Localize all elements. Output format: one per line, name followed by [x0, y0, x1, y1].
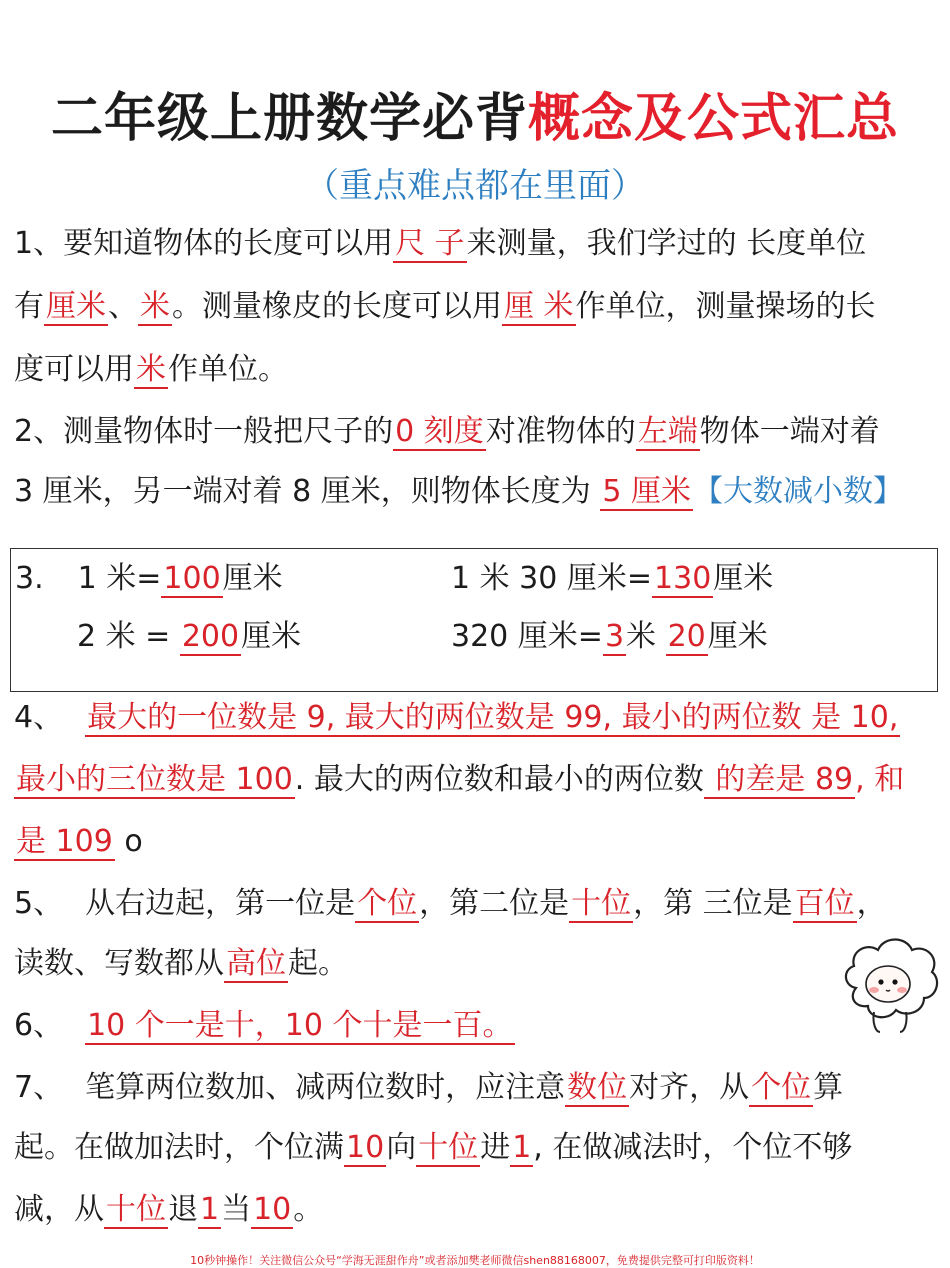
answer: 130 [654, 561, 712, 596]
title-black: 二年级上册数学必背 [50, 89, 528, 149]
answer: 3 [604, 619, 625, 654]
hint-note: 【大数减小数】 [692, 474, 903, 509]
s3-row2-left: 2 米 = 200厘米 [77, 619, 302, 654]
answer: 十位 [571, 886, 632, 921]
answer: 厘米 [46, 289, 106, 324]
answer: 的差是 89 [705, 762, 854, 797]
s1-line3: 度可以用米作单位。 [14, 352, 288, 387]
answer: 十位 [106, 1192, 166, 1227]
s3-row1-right: 1 米 30 厘米=130厘米 [451, 561, 774, 596]
answer: 20 [667, 619, 706, 654]
answer: 200 [181, 619, 240, 654]
s7-line2: 起。在做加法时，个位满10向十位进1, 在做减法时，个位不够 [14, 1130, 853, 1165]
sheep-icon [836, 928, 944, 1038]
answer: 5 厘米 [602, 474, 691, 509]
answer: 数位 [567, 1070, 628, 1105]
footer-note: 10秒钟操作！关注微信公众号“学海无涯甜作舟”或者添加樊老师微信shen88168007，免费提供完整可打印版资料！ [190, 1254, 760, 1267]
answer: 左端 [637, 414, 698, 449]
answer: 百位 [794, 886, 855, 921]
answer: 最大的一位数是 9, 最大的两位数是 99, 最小的两位数 是 10, [87, 700, 899, 735]
s3-row1-left: 3. 1 米=100厘米 [15, 561, 283, 596]
answer: 个位 [751, 1070, 812, 1105]
answer: 米 [140, 289, 170, 324]
answer: 十位 [418, 1130, 479, 1165]
s1-line2: 有厘米、米。测量橡皮的长度可以用厘 米作单位，测量操场的长 [14, 289, 876, 324]
answer: 10 [346, 1130, 385, 1165]
s4-line2: 最小的三位数是 100. 最大的两位数和最小的两位数 的差是 89, 和 [16, 762, 905, 797]
page-title [0, 76, 950, 151]
answer: 10 [253, 1192, 292, 1227]
answer: 1 [512, 1130, 532, 1165]
answer: 尺 子 [395, 226, 465, 261]
s2-line1: 2、测量物体时一般把尺子的0 刻度对准物体的左端物体一端对着 [14, 414, 880, 449]
answer: 1 [200, 1192, 220, 1227]
answer: 厘 米 [504, 289, 574, 324]
s4-line3: 是 109 o [16, 824, 143, 859]
answer: 0 刻度 [395, 414, 484, 449]
answer: 最小的三位数是 100 [16, 762, 293, 797]
answer: 高位 [226, 946, 286, 981]
s6-line: 6、 10 个一是十，10 个十是一百。 [14, 1008, 513, 1043]
answer: 米 [136, 352, 166, 387]
s5-line2: 读数、写数都从高位起。 [14, 946, 348, 981]
s7-line1: 7、 笔算两位数加、减两位数时，应注意数位对齐，从个位算 [14, 1070, 844, 1105]
s1-line1: 1、要知道物体的长度可以用尺 子来测量，我们学过的 长度单位 [14, 226, 867, 261]
answer: 个位 [357, 886, 418, 921]
answer: 是 109 [16, 824, 113, 859]
s4-line1: 4、 最大的一位数是 9, 最大的两位数是 99, 最小的两位数 是 10, [14, 700, 899, 735]
unit-conversion-box [10, 548, 938, 692]
page-subtitle: （重点难点都在里面） [305, 166, 645, 206]
s5-line1: 5、 从右边起，第一位是个位，第二位是十位，第 三位是百位， [14, 886, 887, 921]
answer: 100 [163, 561, 221, 596]
s7-line3: 减，从十位退1当10。 [14, 1192, 324, 1227]
s3-row2-right: 320 厘米=3米 20厘米 [451, 619, 768, 654]
title-red: 概念及公式汇总 [528, 89, 900, 149]
answer: 10 个一是十，10 个十是一百。 [87, 1008, 513, 1043]
s2-line2: 3 厘米，另一端对着 8 厘米，则物体长度为 5 厘米【大数减小数】 [14, 474, 903, 509]
